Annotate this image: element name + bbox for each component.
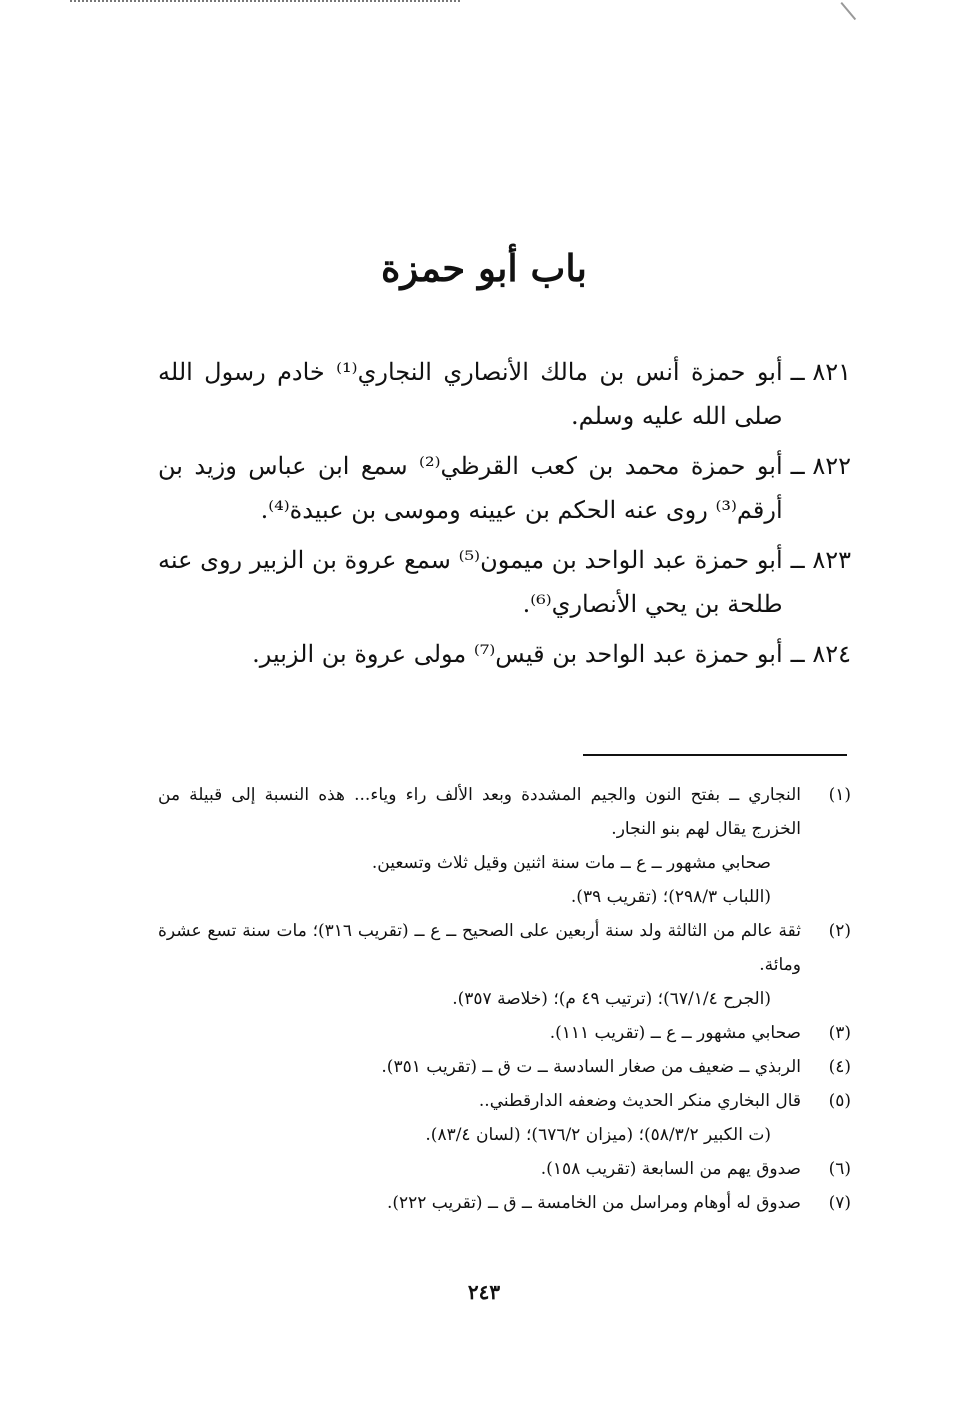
footnote-line: قال البخاري منكر الحديث وضعفه الدارقطني.. (478, 1091, 801, 1111)
entry-text: أبو حمزة محمد بن كعب القرظي⁽²⁾ سمع ابن عباس وزيد بن أرقم⁽³⁾ روى عنه الحكم بن عيينه وموسى بن عبيدة⁽⁴⁾. (158, 452, 783, 524)
footnote-line: (ت الكبير ٥٨/٣/٢)؛ (ميزان ٦٧٦/٢)؛ (لسان ٨٣/٤). (425, 1125, 771, 1145)
entry-text: أبو حمزة أنس بن مالك الأنصاري النجاري⁽¹⁾ خادم رسول الله صلى الله عليه وسلم. (158, 358, 783, 430)
footnote (158, 1152, 851, 1186)
footnote-number: (١) (828, 785, 851, 805)
footnote (158, 778, 851, 914)
chapter-title: باب أبو حمزة (381, 246, 587, 290)
entry-text: أبو حمزة عبد الواحد بن قيس⁽⁷⁾ مولى عروة بن الزبير. (252, 640, 783, 668)
footnote-number: (٦) (828, 1159, 851, 1179)
entry (158, 538, 851, 626)
footnote-number: (٧) (828, 1193, 851, 1213)
entry-number: ٨٢٣ ــ (790, 546, 851, 574)
footnote-number: (٤) (828, 1057, 851, 1077)
page-number: ٢٤٣ (467, 1280, 501, 1304)
footnote-line: صدوق له أوهام ومراسل من الخامسة ــ ق ــ (تقريب ٢٢٢). (386, 1193, 801, 1213)
entry (158, 350, 851, 438)
footnote-line: صحابي مشهور ــ ع ــ مات سنة اثنين وقيل ثلاث وتسعين. (371, 853, 771, 873)
footnote (158, 1050, 851, 1084)
entry-number: ٨٢٢ ــ (790, 452, 851, 480)
footnote-line: ثقة عالم من الثالثة ولد سنة أربعين على الصحيح ــ ع ــ (تقريب ٣١٦)؛ مات سنة تسع عشرة ومائة. (158, 921, 801, 975)
footnote (158, 1084, 851, 1152)
entry (158, 632, 851, 676)
footnote-line: (الجرح ٦٧/١/٤)؛ (ترتيب ٤٩ م)؛ (خلاصة ٣٥٧). (452, 989, 771, 1009)
footnote-body (158, 914, 801, 1016)
footnote-number: (٢) (828, 921, 851, 941)
corner-scan-mark (840, 2, 856, 20)
footnotes-list (158, 778, 851, 1220)
entry (158, 444, 851, 532)
top-scan-artifact-line (70, 0, 460, 4)
entry-number: ٨٢٤ ــ (790, 640, 851, 668)
footnote-body (158, 1016, 801, 1050)
footnote-body (158, 1050, 801, 1084)
footnote-line: الربذي ــ ضعيف من صغار السادسة ــ ت ق ــ (تقريب ٣٥١). (381, 1057, 801, 1077)
footnote-body (158, 1084, 801, 1152)
entry-number: ٨٢١ ــ (790, 358, 851, 386)
footnote-line: صحابي مشهور ــ ع ــ (تقريب ١١١). (549, 1023, 801, 1043)
footnote-line: (اللباب ٢٩٨/٣)؛ (تقريب ٣٩). (570, 887, 771, 907)
footnote (158, 1016, 851, 1050)
footnote-number: (٥) (828, 1091, 851, 1111)
footnote-body (158, 1186, 801, 1220)
entries-list (158, 350, 851, 682)
footnote-number: (٣) (828, 1023, 851, 1043)
footnote-body (158, 778, 801, 914)
entry-text: أبو حمزة عبد الواحد بن ميمون⁽⁵⁾ سمع عروة بن الزبير روى عنه طلحة بن يحي الأنصاري⁽⁶⁾. (158, 546, 783, 618)
footnote (158, 1186, 851, 1220)
footnote (158, 914, 851, 1016)
footnote-body (158, 1152, 801, 1186)
footnote-line: النجاري ــ بفتح النون والجيم المشددة وبعد الألف راء وياء... هذه النسبة إلى قبيلة من الخزرج يقال لهم بنو النجار. (158, 785, 801, 839)
footnote-line: صدوق يهم من السابعة (تقريب ١٥٨). (540, 1159, 801, 1179)
footnote-separator (583, 754, 847, 756)
